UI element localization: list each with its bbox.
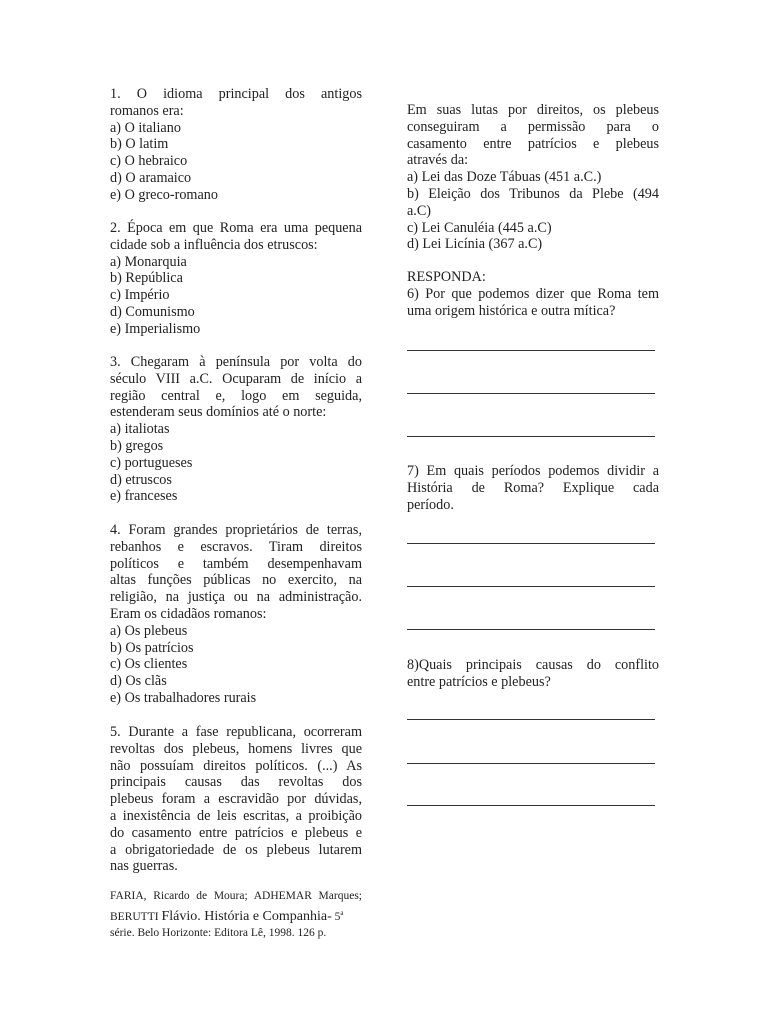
citation-line: FARIA, Ricardo de Moura; ADHEMAR Marques; [110,890,362,902]
citation-edition: 5 [331,910,341,923]
question-3-stem-line: região central e, logo em seguida, [110,387,362,404]
question-4-option-c: c) Os clientes [110,656,188,673]
question-7-line: período. [407,496,454,513]
question-5-stem-line: não possuíam direitos políticos. (...) As [110,757,362,774]
question-2-stem-line: 2. Época em que Roma era uma pequena [110,220,362,236]
question-5-cont-stem-line: casamento entre patrícios e plebeus [407,135,659,152]
citation-title: Flávio. História e Companhia- [161,908,332,924]
question-3-option-e: e) franceses [110,488,178,505]
question-3-option-a: a) italiotas [110,421,170,438]
question-3-stem-line: século VIII a.C. Ocuparam de início a [110,370,362,387]
answer-line[interactable] [407,543,655,544]
citation-edition-sup: a [340,908,344,917]
question-5-stem-line: plebeus foram a escravidão por dúvidas, [110,791,362,808]
question-2-option-a: a) Monarquia [110,253,187,270]
question-5-option-a: a) Lei das Doze Tábuas (451 a.C.) [407,169,602,186]
question-5-cont-stem-line: através da: [407,152,469,169]
question-4-stem-line: religião, na justiça ou na administração. [110,589,362,606]
question-8-line: 8)Quais principais causas do conflito [407,657,659,673]
question-2-stem-line: cidade sob a influência dos etruscos: [110,236,318,253]
question-5-continuation [407,102,659,253]
question-5-stem-line: 5. Durante a fase republicana, ocorreram [110,724,362,740]
answer-line[interactable] [407,763,655,764]
responda-section [407,269,659,319]
question-2-option-e: e) Imperialismo [110,320,201,337]
question-8-line: entre patrícios e plebeus? [407,673,551,690]
question-5-option-b: b) Eleição dos Tribunos da Plebe (494 [407,185,659,202]
citation-line [110,905,362,926]
question-1-option-b: b) O latim [110,136,169,153]
question-2 [110,220,362,338]
question-5-option-b-cont: a.C) [407,202,432,219]
question-5-cont-stem-line: Em suas lutas por direitos, os plebeus [407,102,659,118]
question-3-option-b: b) gregos [110,437,164,454]
question-5-stem-line: revoltas dos plebeus, homens livres que [110,740,362,757]
question-4-stem-line: altas funções públicas no exercito, na [110,572,362,589]
question-5 [110,724,362,875]
question-7 [407,463,659,513]
question-3-stem-line: 3. Chegaram à península por volta do [110,354,362,370]
question-4-stem-line: rebanhos e escravos. Tiram direitos [110,538,362,555]
question-4-option-d: d) Os clãs [110,673,167,690]
question-7-line: 7) Em quais períodos podemos dividir a [407,463,659,479]
question-1-option-d: d) O aramaico [110,169,192,186]
question-1-option-a: a) O italiano [110,119,181,136]
question-5-cont-stem-line: conseguiram a permissão para o [407,118,659,135]
question-3-option-c: c) portugueses [110,454,193,471]
bibliographic-citation [110,888,362,942]
question-5-stem-line: do casamento entre patrícios e plebeus e [110,824,362,841]
question-5-stem-line: principais causas das revoltas dos [110,774,362,791]
question-5-stem-line: a obrigatoriedade de os plebeus lutarem [110,841,362,858]
responda-heading: RESPONDA: [407,269,486,285]
question-2-option-d: d) Comunismo [110,303,195,320]
answer-line[interactable] [407,393,655,394]
question-1-option-c: c) O hebraico [110,153,188,170]
question-2-option-b: b) República [110,270,183,287]
question-4-option-b: b) Os patrícios [110,639,194,656]
question-4-stem-line: 4. Foram grandes proprietários de terras, [110,522,362,538]
question-1-stem-line: romanos era: [110,102,184,119]
question-7-line: História de Roma? Explique cada [407,479,659,496]
question-4 [110,522,362,707]
question-4-option-e: e) Os trabalhadores rurais [110,689,257,706]
answer-line[interactable] [407,805,655,806]
answer-line[interactable] [407,719,655,720]
question-6-line: 6) Por que podemos dizer que Roma tem [407,285,659,302]
citation-author: BERUTTI [110,910,159,923]
question-3 [110,354,362,505]
citation-line: série. Belo Horizonte: Editora Lê, 1998. 126 p. [110,927,327,940]
question-4-stem-line: Eram os cidadãos romanos: [110,605,267,622]
question-3-stem-line: estenderam seus domínios até o norte: [110,404,327,421]
question-1 [110,86,362,204]
question-5-option-d: d) Lei Licínia (367 a.C) [407,236,543,253]
question-8 [407,657,659,691]
question-1-stem-line: 1. O idioma principal dos antigos [110,86,362,102]
answer-line[interactable] [407,586,655,587]
question-2-option-c: c) Império [110,287,170,304]
answer-line[interactable] [407,436,655,437]
question-3-option-d: d) etruscos [110,471,172,488]
question-4-option-a: a) Os plebeus [110,622,188,639]
question-1-option-e: e) O greco-romano [110,186,218,203]
question-5-stem-line: nas guerras. [110,858,178,875]
question-5-stem-line: a inexistência de leis escritas, a proibição [110,807,362,824]
question-6-line: uma origem histórica e outra mítica? [407,302,616,319]
question-5-option-c: c) Lei Canuléia (445 a.C) [407,219,552,236]
answer-line[interactable] [407,629,655,630]
question-4-stem-line: políticos e também desempenhavam [110,555,362,572]
answer-line[interactable] [407,350,655,351]
